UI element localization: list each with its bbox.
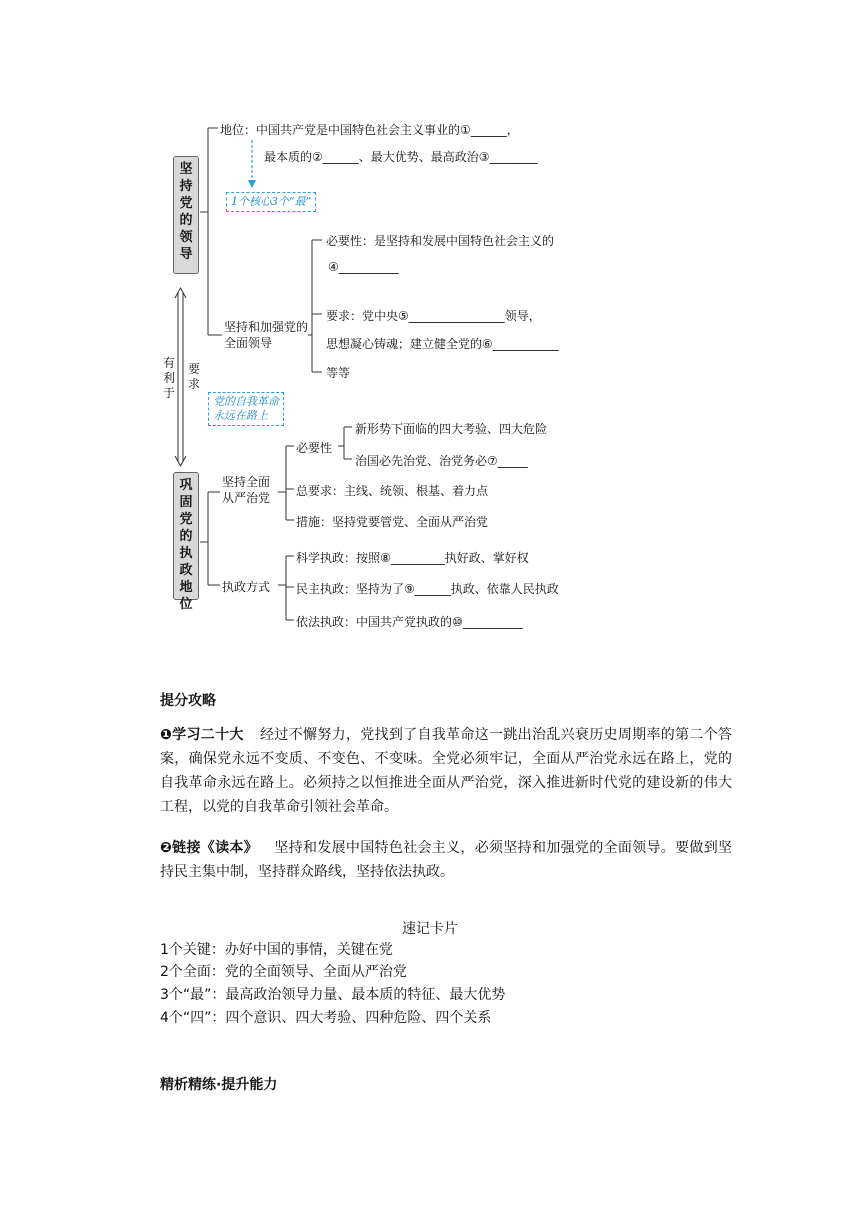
tips-label-2: ❷链接《读本》 — [160, 840, 259, 856]
tips-paragraph-2 — [160, 836, 732, 884]
tips-text-2: 坚持和发展中国特色社会主义，必须坚持和加强党的全面领导。要做到坚持民主集中制，坚持群众路线，坚持依法执政。 — [160, 840, 733, 880]
branch-strict-governance: 坚持全面从严治党 — [222, 475, 271, 505]
status-line-1: 地位：中国共产党是中国特色社会主义事业的①______， — [220, 123, 519, 137]
gov-democratic: 民主执政：坚持为了⑨______执政、依靠人民执政 — [296, 582, 559, 596]
necessity-item-a: 新形势下面临的四大考验、四大危险 — [355, 422, 548, 436]
status-line-2: 最本质的②______、最大优势、最高政治③________ — [264, 150, 538, 164]
label-requirement: 要求 — [187, 362, 200, 391]
note-line-1: 党的自我革命 — [213, 395, 279, 408]
necessity-line-1: 必要性：是坚持和发展中国特色社会主义的 — [326, 234, 555, 248]
main-box-leadership-label: 坚持党的领导 — [179, 162, 193, 262]
requirement-line-1: 要求：党中央⑤________________领导， — [326, 309, 541, 323]
requirement-line-3: 等等 — [326, 366, 351, 380]
gov-lawful: 依法执政：中国共产党执政的⑩__________ — [296, 615, 523, 629]
main-box-ruling-position — [173, 472, 199, 612]
strict-necessity-label: 必要性 — [296, 441, 333, 455]
memo-card-line: 2个全面：党的全面领导、全面从严治党 — [160, 964, 407, 980]
tips-text-1: 经过不懈努力，党找到了自我革命这一跳出治乱兴衰历史周期率的第二个答案，确保党永远不变质、不变色、不变味。全党必须牢记，全面从严治党永远在路上，党的自我革命永远在路上。必须持之以恒推进全面从严治党，深入推进新时代党的建设新的伟大工程，以党的自我革命引领社会革命。 — [160, 727, 733, 815]
gov-scientific: 科学执政：按照⑧_________执好政、掌好权 — [296, 551, 529, 565]
practice-section-heading: 精析精练·提升能力 — [160, 1077, 278, 1093]
label-beneficial: 有利于 — [162, 356, 175, 400]
memo-card-line: 1个关键：办好中国的事情，关键在党 — [160, 942, 393, 958]
note-line-2: 永远在路上 — [213, 409, 268, 422]
tips-heading: 提分攻略 — [160, 693, 216, 709]
tips-paragraph-1 — [160, 723, 732, 819]
memo-card-line: 3个“最”：最高政治领导力量、最本质的特征、最大优势 — [160, 987, 506, 1003]
memo-card-title: 速记卡片 — [402, 921, 458, 937]
tips-label-1: ❶学习二十大 — [160, 727, 244, 743]
total-requirement: 总要求：主线、统领、根基、着力点 — [296, 484, 489, 498]
measures: 措施：坚持党要管党、全面从严治党 — [296, 515, 489, 529]
branch-comprehensive-leadership: 坚持和加强党的全面领导 — [224, 320, 309, 350]
main-box-leadership — [173, 156, 199, 274]
necessity-line-2: ④__________ — [328, 260, 399, 274]
handwritten-note-self-revolution — [208, 392, 284, 426]
main-box-ruling-label: 巩固党的执政地位 — [179, 478, 193, 612]
mind-map-diagram — [160, 100, 620, 640]
memo-card-line: 4个“四”：四个意识、四大考验、四种危险、四个关系 — [160, 1010, 492, 1026]
requirement-line-2: 思想凝心铸魂；建立健全党的⑥___________ — [326, 337, 559, 351]
branch-governance-style: 执政方式 — [222, 580, 271, 594]
necessity-item-b: 治国必先治党、治党务必⑦_____ — [355, 454, 528, 468]
handwritten-note-core: 1个核心3个“最” — [226, 192, 316, 212]
